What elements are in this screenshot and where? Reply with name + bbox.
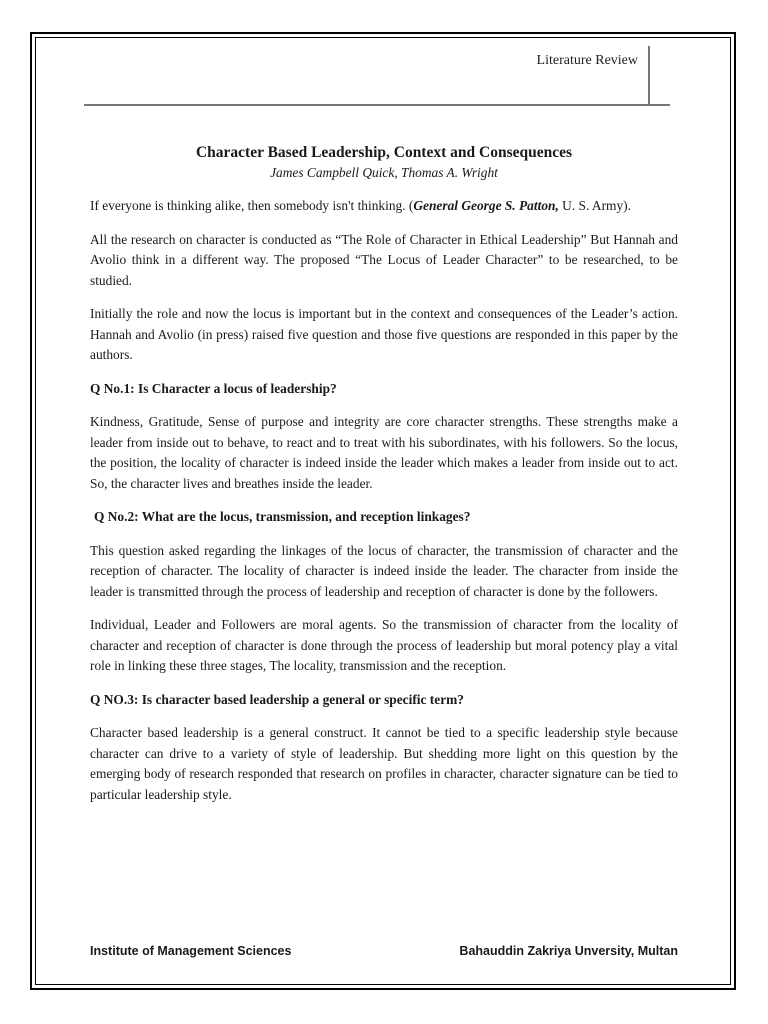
- footer-institute: Institute of Management Sciences: [90, 944, 292, 958]
- document-body: [90, 143, 678, 818]
- header-section-title: Literature Review: [536, 53, 638, 68]
- question-2-heading: Q No.2: What are the locus, transmission, and reception linkages?: [94, 509, 471, 524]
- document-title: Character Based Leadership, Context and Consequences: [195, 144, 573, 161]
- paragraph-1: All the research on character is conducted as “The Role of Character in Ethical Leadership” But Hannah and Avolio think in a different way. The proposed “The Locus of Leader Character” to be researched, to be studied.: [90, 231, 678, 288]
- paragraph-2: Initially the role and now the locus is important but in the context and consequences of the Leader’s action. Hannah and Avolio (in press) raised five question and those five questions are responded in this paper by the authors.: [90, 306, 678, 362]
- footer-university: Bahauddin Zakriya Unversity, Multan: [459, 944, 678, 958]
- quote-text: If everyone is thinking alike, then somebody isn't thinking. (: [90, 198, 414, 213]
- question-3-heading: Q NO.3: Is character based leadership a general or specific term?: [90, 691, 465, 707]
- question-1-heading: Q No.1: Is Character a locus of leadership?: [90, 380, 337, 396]
- question-1-answer: Kindness, Gratitude, Sense of purpose and integrity are core character strengths. These strengths make a leader from inside out to behave, to react and to treat with his subordinates, with his followers. So the locus, the position, the locality of character is indeed inside the leader which makes a leader from inside out to act. So, the character lives and breathes inside the leader.: [90, 414, 678, 491]
- header-vertical-rule: [648, 46, 650, 104]
- header-horizontal-rule: [84, 104, 670, 106]
- quote-attribution: General George S. Patton,: [413, 198, 559, 213]
- opening-quote: [90, 196, 678, 217]
- quote-suffix: U. S. Army).: [558, 198, 631, 213]
- page-header: [84, 50, 650, 106]
- question-2-answer-1: This question asked regarding the linkages of the locus of character, the transmission of character and the reception of character. The locality of character is indeed inside the leader. The character from inside the leader is transmitted through the process of leadership and reception of character is done by the followers.: [90, 542, 678, 599]
- question-2-answer-2: Individual, Leader and Followers are moral agents. So the transmission of character from the locality of character and reception of character is done through the process of leadership but moral potency play a vital role in linking these three stages, The locality, transmission and the reception.: [90, 617, 678, 673]
- question-3-answer: Character based leadership is a general construct. It cannot be tied to a specific leadership style because character can drive to a variety of style of leadership. But shedding more light on this question by the emerging body of research responded that research on profiles in character, character signature can be tied to particular leadership style.: [90, 725, 678, 802]
- document-authors: James Campbell Quick, Thomas A. Wright: [270, 165, 498, 180]
